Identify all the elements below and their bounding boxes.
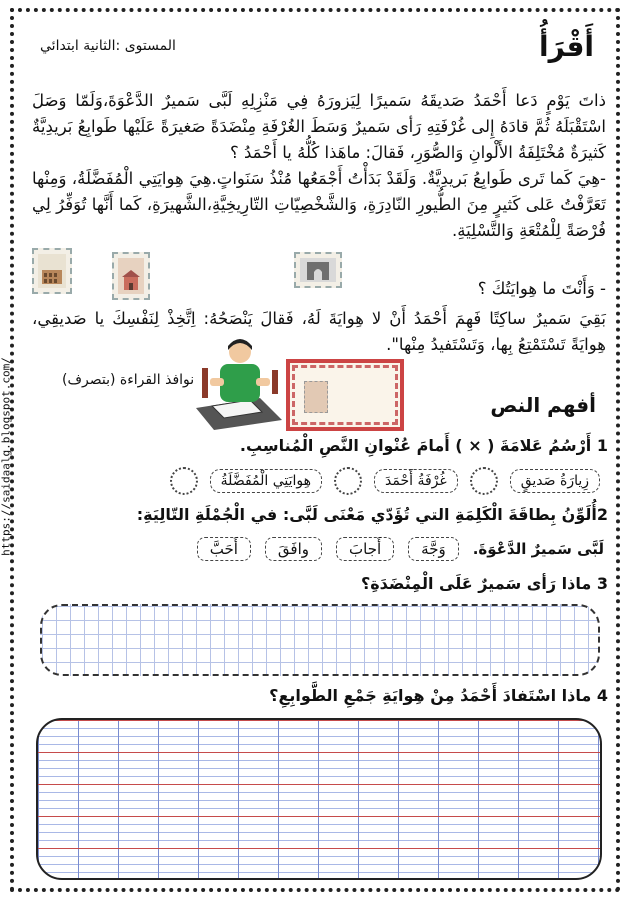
source-attribution: نوافذ القراءة (بتصرف)	[62, 372, 195, 388]
blog-url-text: https://saidaalg.blogspot.com/	[0, 357, 13, 556]
paragraph-1: ذاتَ يَوْمٍ دَعا أَحْمَدُ صَديقَهُ سَميرًا لِيَزورَهُ فِي مَنْزِلِهِ لَبَّى سَميرٌ الدَّعْوَةَ،وَلَمّا وَصَلَ اسْتَقْبَلَهُ ثُمَّ قادَهُ إِلى غُرْفَتِهِ رَأى سَميرٌ وَسَطَ الغُرْفَةِ مِنْضَدَةً صَغيرَةً عَلَيْها طَوابِعُ بَريدِيَّةٌ كَثيرَةٌ مُخْتَلِفَةُ الأَلْوانِ وَالصُّوَرِ، فَقالَ: ماهَذا كُلُّهُ يا أَحْمَدُ ؟	[32, 91, 606, 162]
word-card[interactable]: وافَقَ	[265, 537, 322, 561]
word-card[interactable]: أَجابَ	[336, 537, 394, 561]
page-title: أَقْرَأُ	[539, 30, 594, 63]
option-3-label: هِوايَتِي الْمُفَضَّلَةُ	[210, 469, 322, 493]
side-url	[0, 300, 14, 620]
option-3-checkbox[interactable]	[170, 467, 198, 495]
envelope-stamp-icon	[304, 381, 328, 413]
option-1-checkbox[interactable]	[470, 467, 498, 495]
boy-collecting-stamps-illustration	[190, 338, 286, 432]
question-2-sentence: لَبَّى سَميرٌ الدَّعْوَةَ.	[472, 540, 604, 558]
envelope-illustration	[286, 359, 404, 431]
question-1: 1 أَرْسُمُ عَلامَةَ ( × ) أَمامَ عُنْوانِ النَّصِ الْمُناسِبِ.	[239, 436, 608, 455]
level-label: المستوى :الثانية ابتدائي	[40, 38, 176, 54]
question-2-words	[90, 537, 604, 561]
paragraph-2: -هِيَ كَما تَرى طَوابِعُ بَريدِيَّةٌ. وَلَقَدْ بَدَأْتُ أَجْمَعُها مُنْذُ سَنَواتٍ.هِيَ هِوايَتِي الْمُفَضَّلَةُ، وَمِنْها تَعَرَّفْتُ عَلى كَثيرٍ مِنَ الطُّيورِ النّادِرَةِ، وَالشَّخْصِيّاتِ التّارِيخِيَّةِ،الشَّهيرَةِ، كَما أَنَّها تُوَفِّرُ لِي فُرْصَةً لِلْمُتْعَةِ وَالتَّسْلِيَةِ.	[32, 169, 606, 240]
paragraph-3: - وَأَنْتَ ما هِوايَتُكَ ؟	[477, 279, 606, 298]
paragraph-4: بَقِيَ سَميرٌ ساكِتًا فَهِمَ أَحْمَدُ أَنْ لا هِوايَةَ لَهُ، فَقالَ يَنْصَحُهُ: اِتَّخِذْ لِنَفْسِكَ يا صَديقِي، هِوايَةً تَسْتَمْتِعُ بِها، وَتَسْتَفيدُ مِنْها".	[32, 309, 606, 354]
section-title: أفهم النص	[490, 393, 596, 417]
word-card[interactable]: أَحَبَّ	[197, 537, 251, 561]
word-card[interactable]: وَجَّهَ	[408, 537, 459, 561]
question-3: 3 ماذا رَأى سَميرٌ عَلَى الْمِنْضَدَةِ؟	[360, 574, 608, 593]
option-2-label: غُرْفَةُ أَحْمَدَ	[374, 469, 458, 493]
question-2: 2أُلَوِّنُ بِطاقَةَ الْكَلِمَةِ التي تُؤَدّي مَعْنَى لَبَّى: في الْجُمْلَةِ التّالِيَةِ:	[136, 505, 608, 524]
option-1-label: زِيارَةُ صَديقٍ	[510, 469, 600, 493]
answer-box-3[interactable]	[40, 604, 600, 676]
question-4: 4 ماذا اسْتَفادَ أَحْمَدُ مِنْ هِوايَةِ جَمْعِ الطَّوابِعِ؟	[269, 686, 608, 705]
answer-box-4[interactable]	[36, 718, 602, 880]
question-1-options	[76, 466, 600, 496]
option-2-checkbox[interactable]	[334, 467, 362, 495]
